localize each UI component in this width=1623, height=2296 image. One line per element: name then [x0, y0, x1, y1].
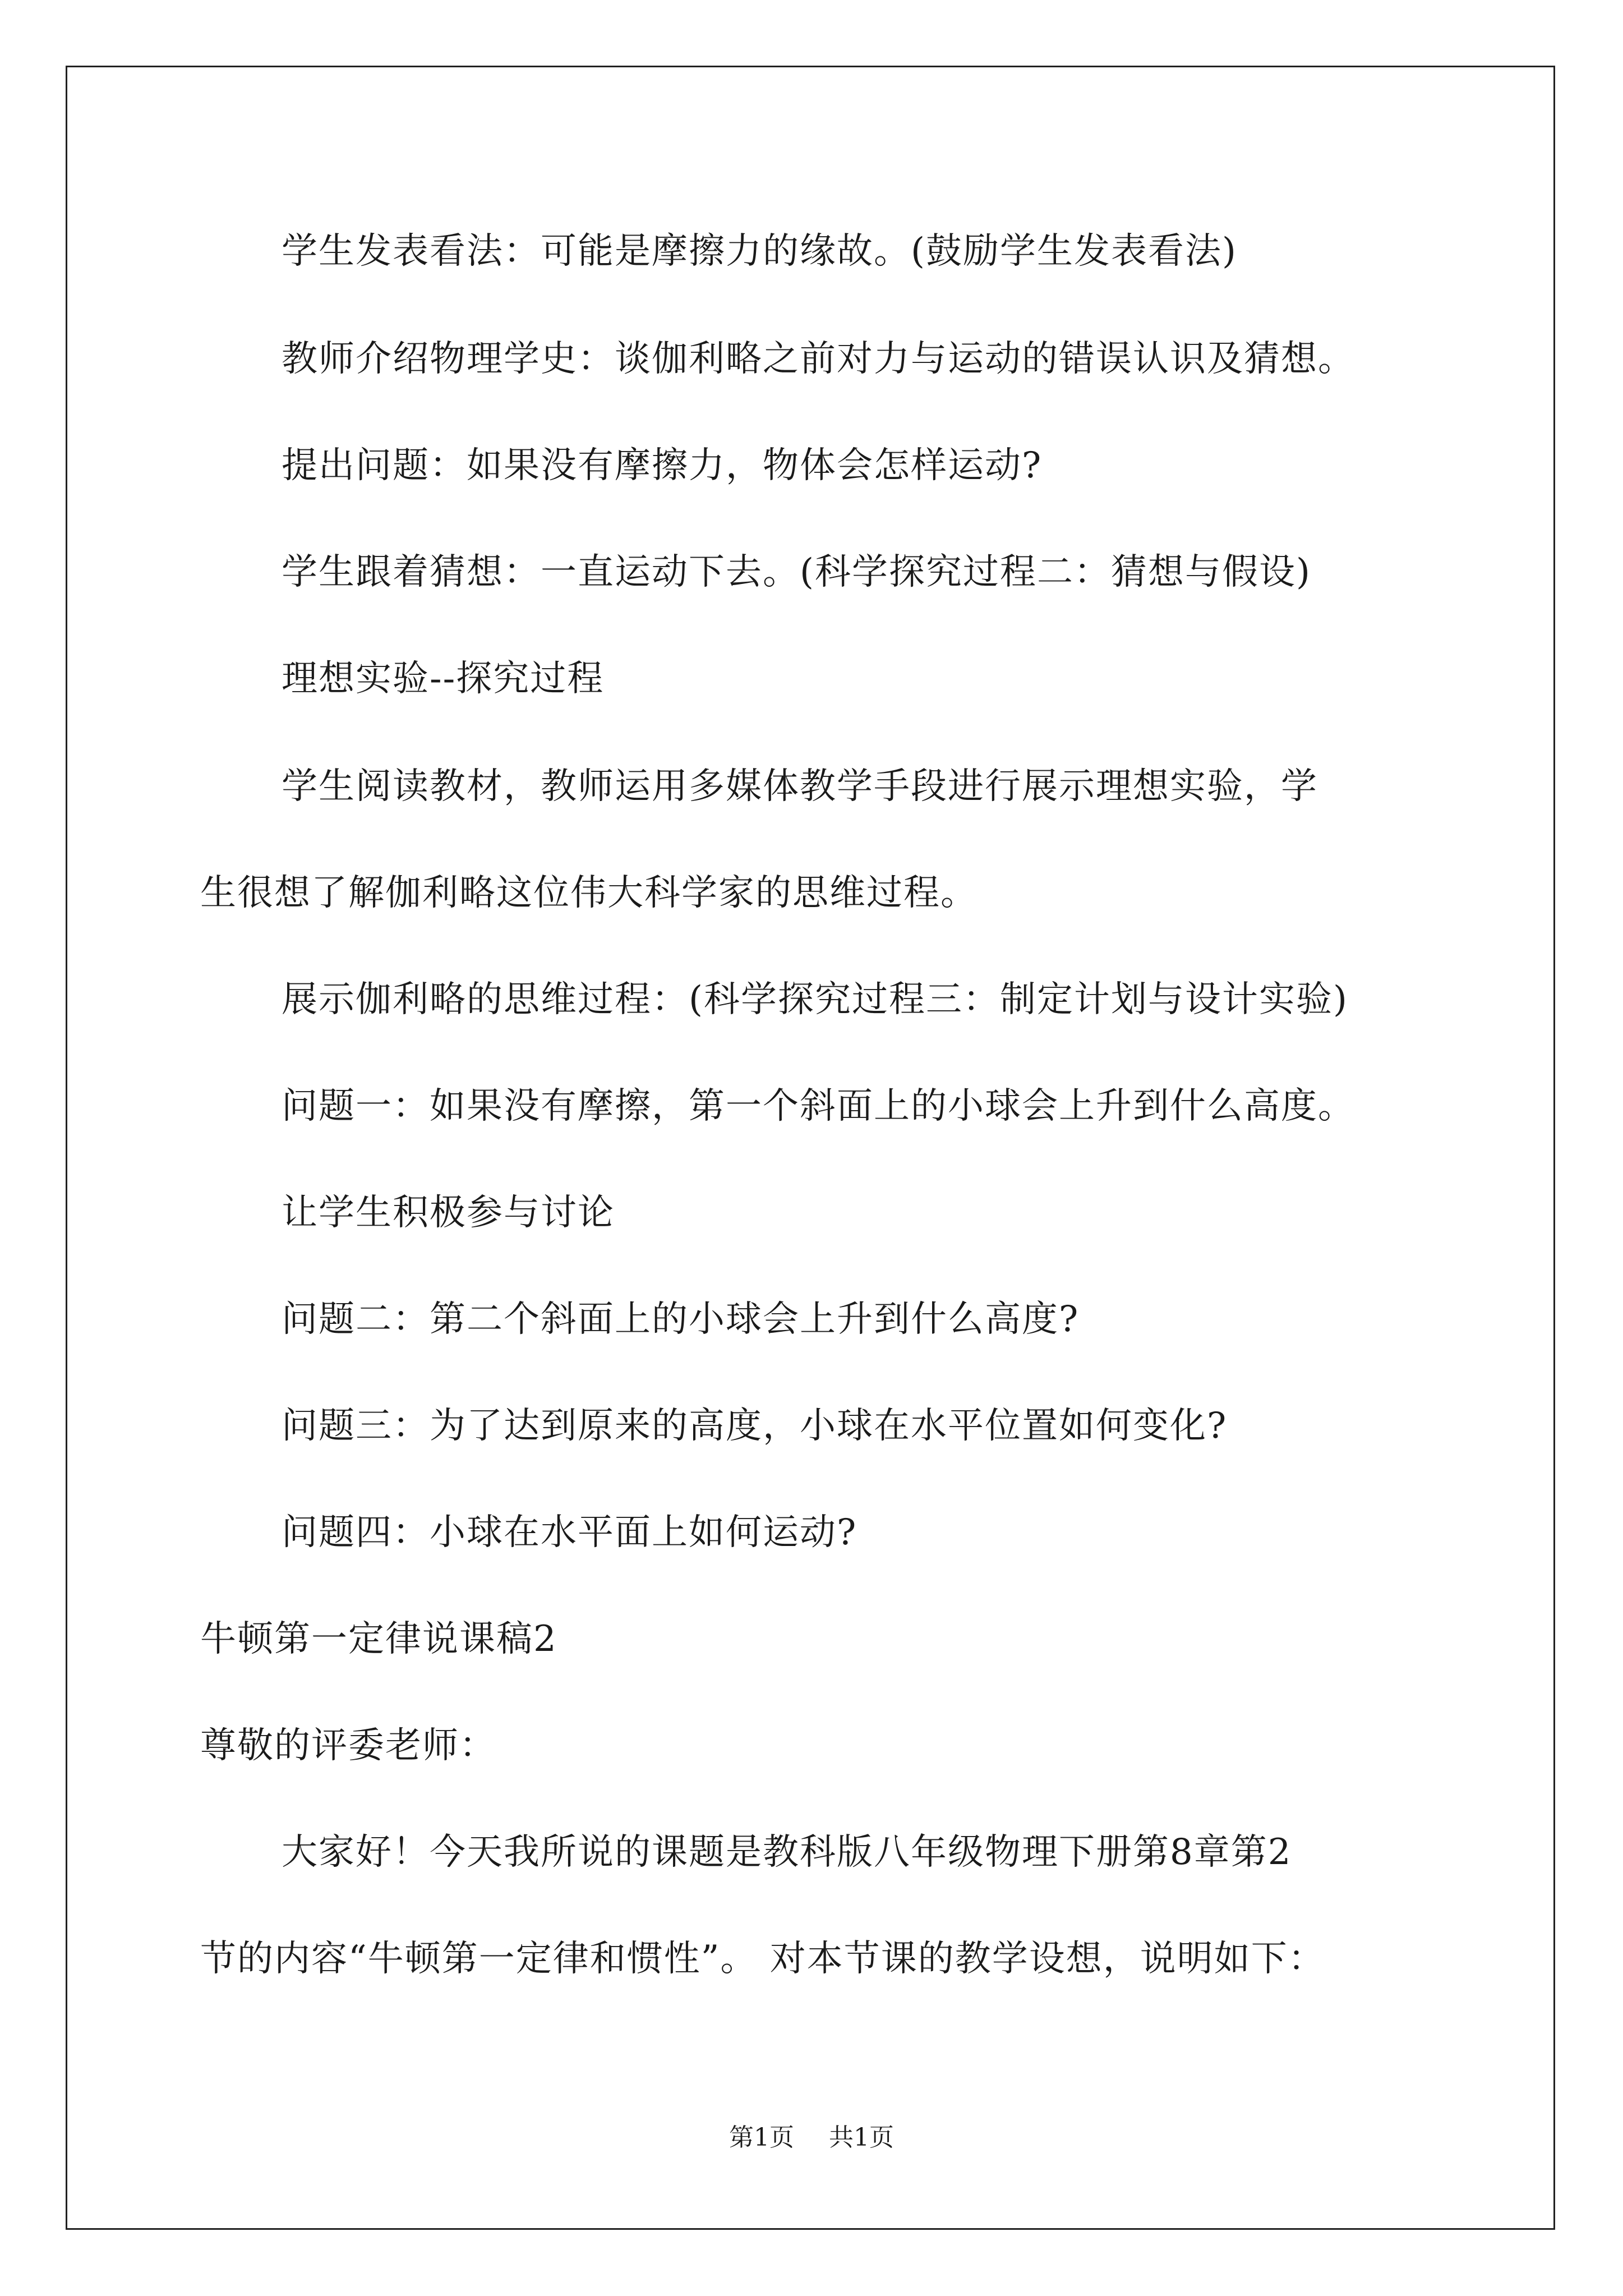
paragraph-line: 教师介绍物理学史：谈伽利略之前对力与运动的错误认识及猜想。	[282, 338, 1355, 380]
paragraph-line: 生很想了解伽利略这位伟大科学家的思维过程。	[200, 872, 978, 914]
paragraph-line: 问题三：为了达到原来的高度，小球在水平位置如何变化?	[282, 1405, 1228, 1447]
page-border	[66, 66, 1555, 2230]
page-number: 第1页	[729, 2123, 794, 2152]
paragraph-line: 节的内容“牛顿第一定律和惯性”。 对本节课的教学设想，说明如下：	[200, 1938, 1325, 1980]
paragraph-line: 问题四：小球在水平面上如何运动?	[282, 1512, 857, 1553]
paragraph-line: 问题一：如果没有摩擦，第一个斜面上的小球会上升到什么高度。	[282, 1085, 1355, 1127]
paragraph-line: 学生阅读教材，教师运用多媒体教学手段进行展示理想实验，学	[282, 766, 1318, 807]
page-total: 共1页	[829, 2123, 894, 2152]
paragraph-line: 展示伽利略的思维过程：(科学探究过程三：制定计划与设计实验)	[282, 979, 1348, 1020]
document-title: 牛顿第一定律说课稿2	[200, 1618, 557, 1660]
page-footer	[0, 2122, 1623, 2154]
paragraph-line: 问题二：第二个斜面上的小球会上升到什么高度?	[282, 1299, 1080, 1340]
paragraph-line: 让学生积极参与讨论	[282, 1192, 615, 1234]
paragraph-line: 大家好！今天我所说的课题是教科版八年级物理下册第8章第2	[282, 1832, 1292, 1873]
section-heading: 理想实验--探究过程	[282, 658, 605, 700]
paragraph-line: 学生跟着猜想：一直运动下去。(科学探究过程二：猜想与假设)	[282, 551, 1311, 593]
salutation: 尊敬的评委老师：	[200, 1725, 496, 1766]
paragraph-line: 提出问题：如果没有摩擦力，物体会怎样运动?	[282, 445, 1043, 486]
paragraph-line: 学生发表看法：可能是摩擦力的缘故。(鼓励学生发表看法)	[282, 231, 1237, 272]
